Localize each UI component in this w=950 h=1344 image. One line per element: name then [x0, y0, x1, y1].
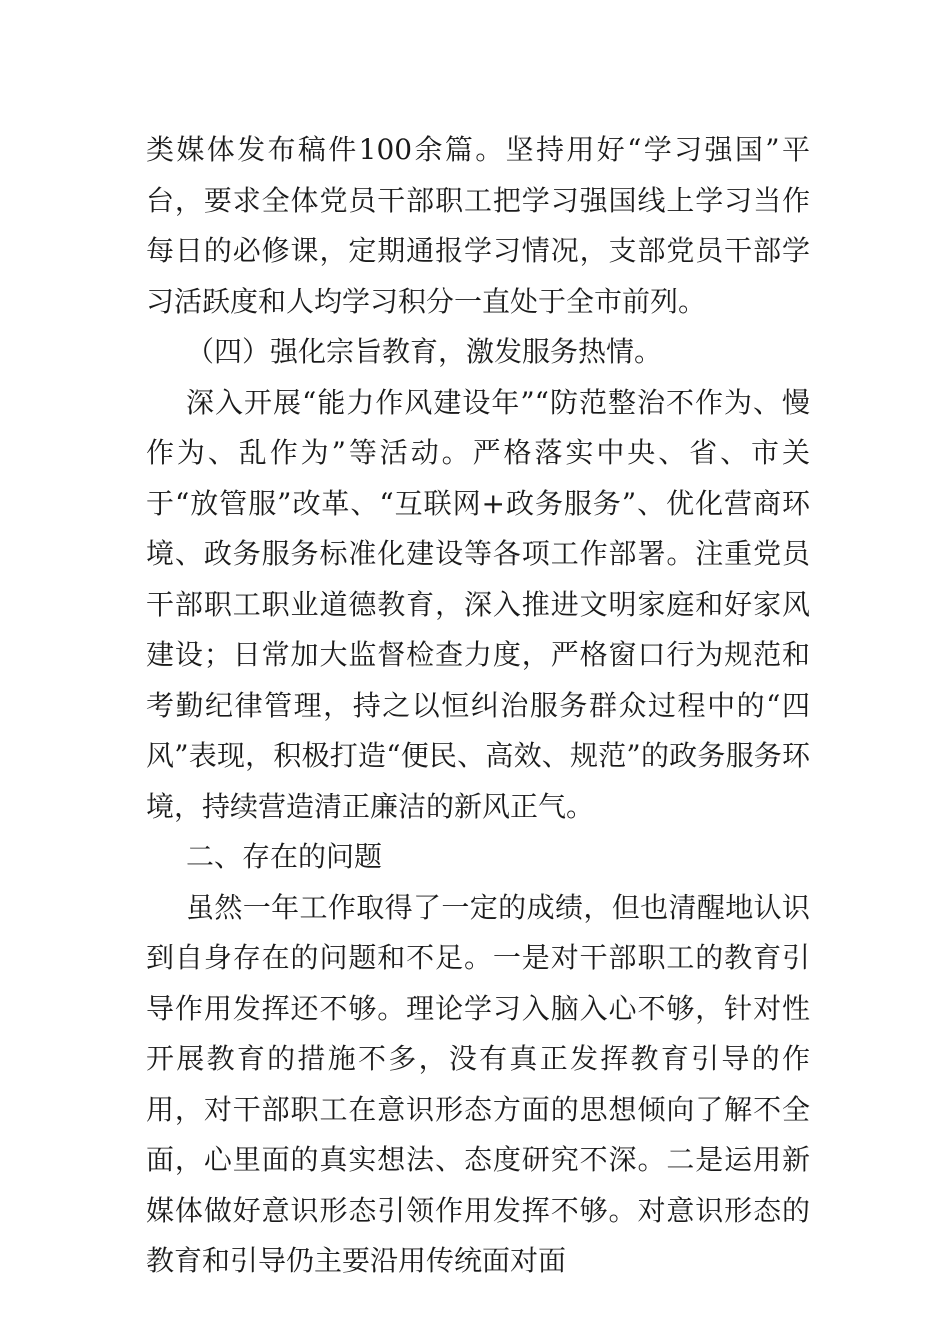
document-body — [146, 125, 810, 1287]
paragraph-service-education: 深入开展“能力作风建设年”“防范整治不作为、慢作为、乱作为”等活动。严格落实中央、省、市关于“放管服”改革、“互联网+政务服务”、优化营商环境、政务服务标准化建设等各项工作部署。注重党员干部职工职业道德教育，深入推进文明家庭和好家风建设；日常加大监督检查力度，严格窗口行为规范和考勤纪律管理，持之以恒纠治服务群众过程中的“四风”表现，积极打造“便民、高效、规范”的政务服务环境，持续营造清正廉洁的新风正气。 — [146, 385, 810, 823]
paragraph-problems: 虽然一年工作取得了一定的成绩，但也清醒地认识到自身存在的问题和不足。一是对干部职工的教育引导作用发挥还不够。理论学习入脑入心不够，针对性开展教育的措施不多，没有真正发挥教育引导的作用，对干部职工在意识形态方面的思想倾向了解不全面，心里面的真实想法、态度研究不深。二是运用新媒体做好意识形态引领作用发挥不够。对意识形态的教育和引导仍主要沿用传统面对面 — [146, 890, 810, 1277]
section-heading-four: （四）强化宗旨教育，激发服务热情。 — [186, 335, 663, 368]
paragraph-continued-study: 类媒体发布稿件100余篇。坚持用好“学习强国”平台，要求全体党员干部职工把学习强国线上学习当作每日的必修课，定期通报学习情况，支部党员干部学习活跃度和人均学习积分一直处于全市前列。 — [146, 133, 810, 318]
section-heading-problems: 二、存在的问题 — [186, 840, 383, 873]
